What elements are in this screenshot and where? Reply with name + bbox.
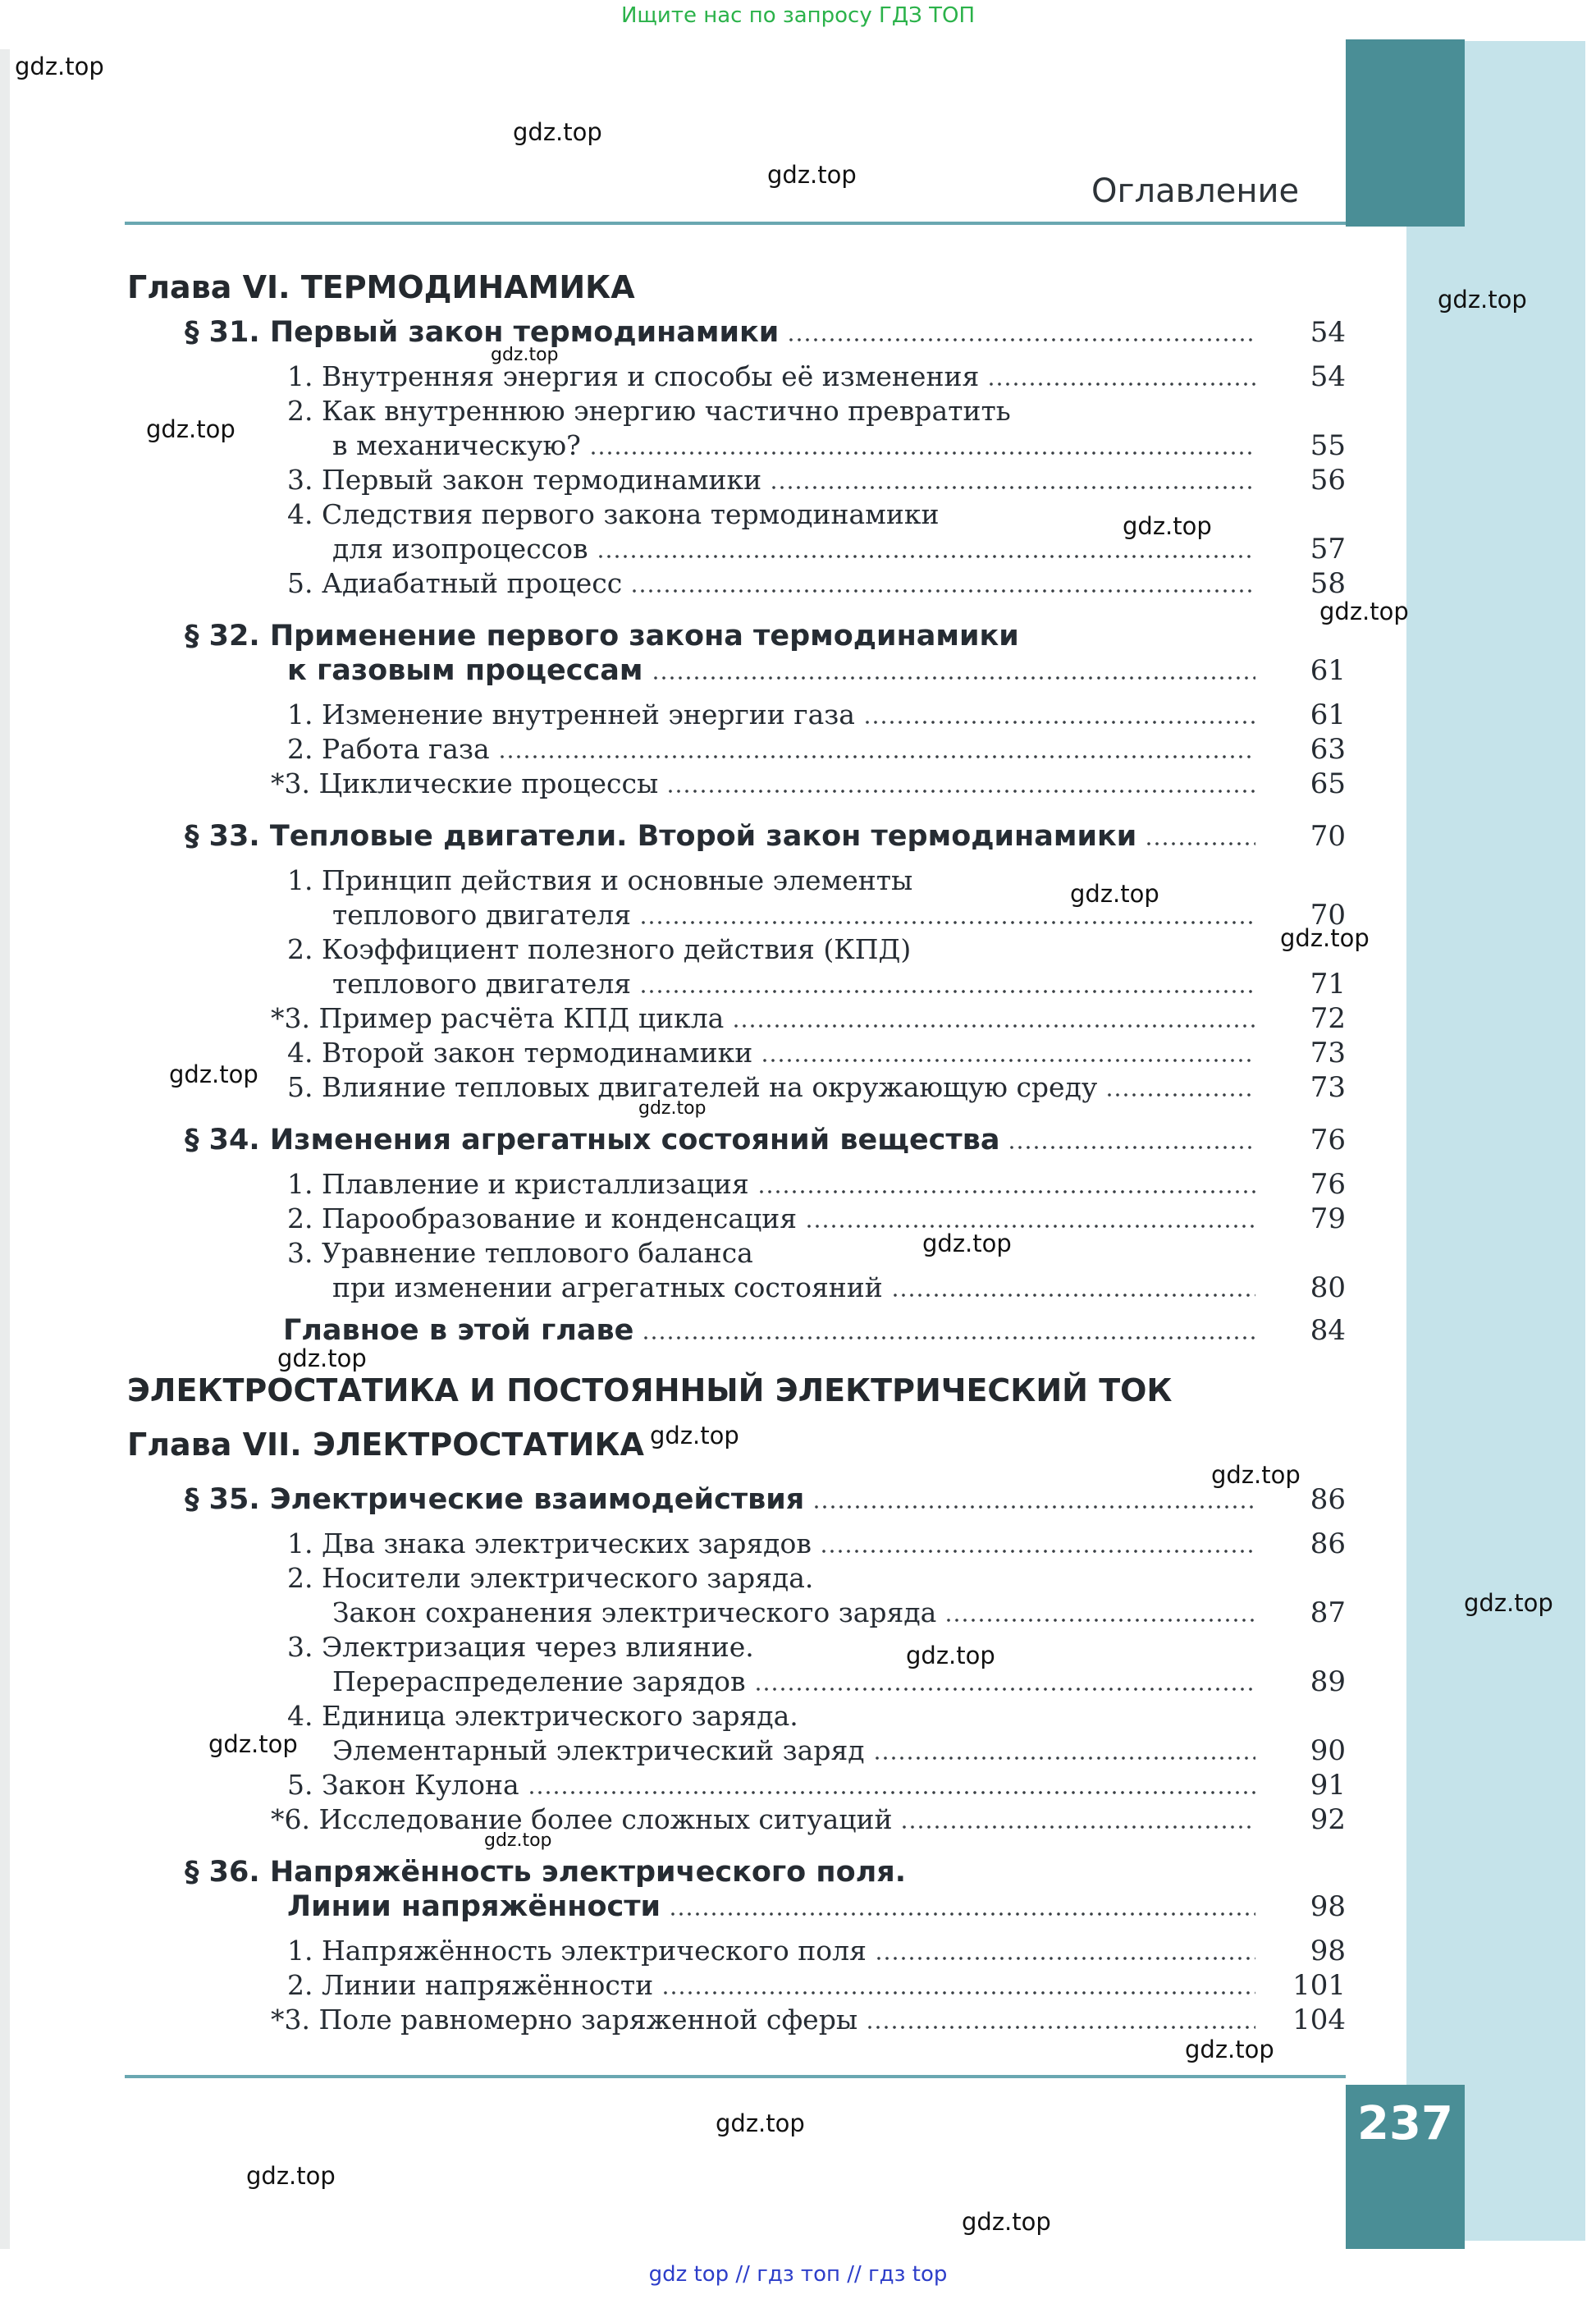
toc-entry (0, 1665, 1346, 1699)
toc-entry (0, 1482, 1346, 1517)
toc-entry-page: 56 (1310, 464, 1346, 497)
toc-entry-title: 2. Коэффициент полезного действия (КПД) (287, 933, 912, 965)
watermark-text: gdz.top (1211, 1461, 1301, 1489)
toc-entry-title: к газовым процессам (287, 654, 643, 687)
dot-leader (528, 1791, 1255, 1794)
toc-entry (0, 819, 1346, 854)
toc-entry-page: 71 (1310, 968, 1346, 1001)
dot-leader (987, 382, 1255, 386)
toc-entry-page: 63 (1310, 733, 1346, 766)
toc-entry-title: § 34. Изменения агрегатных состояний вещества (185, 1124, 1000, 1156)
toc-entry (0, 463, 1346, 497)
watermark-text: gdz.top (15, 53, 104, 80)
toc-entry (0, 767, 1346, 801)
toc-entry (0, 1889, 1346, 1924)
dot-leader (652, 676, 1255, 680)
toc-entry-page: 70 (1310, 820, 1346, 853)
toc-entry-title: Перераспределение зарядов (332, 1665, 746, 1697)
dot-leader (944, 1619, 1255, 1622)
toc-entry-page: 57 (1310, 533, 1346, 566)
dot-leader (732, 1024, 1255, 1028)
watermark-text: gdz.top (491, 345, 559, 365)
dot-leader (820, 1550, 1255, 1553)
toc-entry (0, 1630, 1346, 1665)
toc-entry (0, 1561, 1346, 1596)
toc-entry (0, 732, 1346, 767)
page-title: Оглавление (1091, 172, 1300, 210)
toc-entry (0, 1271, 1346, 1305)
toc-entry-page: 80 (1310, 1271, 1346, 1304)
toc-entry-page: 54 (1310, 316, 1346, 349)
toc-entry-title: 5. Влияние тепловых двигателей на окружающую среду (287, 1071, 1098, 1103)
toc-entry-page: 61 (1310, 698, 1346, 731)
toc-entry-title: § 32. Применение первого закона термодинамики (185, 620, 1019, 653)
toc-entry-page: 73 (1310, 1037, 1346, 1069)
toc-entry-page: 92 (1310, 1803, 1346, 1836)
toc-entry-page: 86 (1310, 1527, 1346, 1560)
toc-entry-title: теплового двигателя (332, 899, 632, 931)
dot-leader (770, 486, 1255, 489)
toc-entry-title: в механическую? (332, 429, 581, 461)
dot-leader (812, 1505, 1255, 1509)
toc-entry-title: теплового двигателя (332, 968, 632, 1000)
watermark-text: gdz.top (146, 415, 236, 443)
toc-entry-title: 1. Напряжённость электрического поля (287, 1935, 867, 1967)
toc-entry-page: 86 (1310, 1483, 1346, 1516)
toc-entry-page: 55 (1310, 429, 1346, 462)
toc-entry (0, 1968, 1346, 2003)
toc-entry-page: 98 (1310, 1935, 1346, 1967)
watermark-text: gdz.top (962, 2208, 1051, 2236)
toc-entry-page: 72 (1310, 1002, 1346, 1035)
toc-entry-title: 4. Единица электрического заряда. (287, 1700, 798, 1732)
dot-leader (1145, 842, 1255, 845)
toc-entry (0, 1123, 1346, 1157)
bottom-banner[interactable]: gdz top // гдз топ // гдз top (648, 2262, 948, 2287)
toc-entry-title: 3. Уравнение теплового баланса (287, 1237, 753, 1269)
toc-entry-page: 73 (1310, 1071, 1346, 1104)
toc-entry-title: Главное в этой главе (283, 1314, 634, 1347)
dot-leader (787, 338, 1255, 341)
dot-leader (866, 2026, 1255, 2029)
watermark-text: gdz.top (906, 1642, 995, 1669)
part-heading: ЭЛЕКТРОСТАТИКА И ПОСТОЯННЫЙ ЭЛЕКТРИЧЕСКИЙ ТОК (127, 1372, 1173, 1408)
watermark-text: gdz.top (1438, 286, 1527, 314)
watermark-text: gdz.top (169, 1060, 258, 1088)
toc-entry-title: 3. Электризация через влияние. (287, 1631, 754, 1663)
toc-entry-page: 79 (1310, 1202, 1346, 1235)
toc-entry (0, 1596, 1346, 1630)
watermark-text: gdz.top (1070, 880, 1159, 908)
toc-entry-page: 104 (1292, 2004, 1346, 2036)
toc-entry-page: 87 (1310, 1596, 1346, 1629)
toc-entry-page: 91 (1310, 1769, 1346, 1802)
chapter-7-heading: Глава VII. ЭЛЕКТРОСТАТИКА (127, 1427, 644, 1463)
toc-entry (0, 1313, 1346, 1348)
toc-entry-title: 2. Работа газа (287, 733, 490, 765)
toc-entry-page: 76 (1310, 1168, 1346, 1201)
dot-leader (669, 1912, 1255, 1916)
toc-entry-title: 4. Следствия первого закона термодинамики (287, 498, 940, 530)
toc-entry-page: 61 (1310, 654, 1346, 687)
toc-entry-title: для изопроцессов (332, 533, 588, 565)
watermark-text: gdz.top (767, 161, 857, 189)
toc-entry-title: 1. Принцип действия и основные элементы (287, 864, 913, 896)
toc-entry (0, 1001, 1346, 1036)
side-strip (1406, 41, 1585, 2241)
toc-entry-title: 2. Носители электрического заряда. (287, 1562, 814, 1594)
toc-entry-title: *6. Исследование более сложных ситуаций (271, 1803, 893, 1835)
toc-entry (0, 2003, 1346, 2037)
dot-leader (757, 1190, 1255, 1193)
toc-entry (0, 932, 1346, 967)
toc-entry (0, 1699, 1346, 1733)
toc-entry-title: 1. Внутренняя энергия и способы её изменения (287, 360, 980, 392)
toc-entry (0, 566, 1346, 601)
toc-entry-title: § 31. Первый закон термодинамики (185, 316, 780, 349)
dot-leader (639, 990, 1255, 993)
toc-entry (0, 1236, 1346, 1271)
toc-entry-page: 76 (1310, 1124, 1346, 1156)
toc-entry-title: 2. Парообразование и конденсация (287, 1202, 798, 1234)
toc-entry-title: § 33. Тепловые двигатели. Второй закон термодинамики (185, 820, 1137, 853)
watermark-text: gdz.top (277, 1344, 367, 1372)
toc-entry (0, 360, 1346, 394)
footer-rule (125, 2075, 1346, 2078)
toc-entry-page: 70 (1310, 899, 1346, 932)
dot-leader (639, 921, 1255, 924)
top-banner[interactable]: Ищите нас по запросу ГДЗ ТОП (620, 3, 976, 28)
dot-leader (642, 1336, 1255, 1340)
dot-leader (1105, 1093, 1255, 1097)
toc-entry-title: 2. Как внутреннюю энергию частично превратить (287, 395, 1011, 427)
toc-entry-title: 3. Первый закон термодинамики (287, 464, 762, 496)
toc-entry (0, 1768, 1346, 1802)
dot-leader (805, 1225, 1255, 1228)
dot-leader (875, 1957, 1255, 1960)
toc-entry-title: Элементарный электрический заряд (332, 1734, 865, 1766)
dot-leader (754, 1688, 1255, 1691)
dot-leader (589, 451, 1255, 455)
toc-entry-page: 101 (1292, 1969, 1346, 2002)
dot-leader (863, 721, 1255, 724)
toc-entry-page: 84 (1310, 1314, 1346, 1347)
watermark-text: gdz.top (716, 2109, 805, 2137)
toc-entry-title: *3. Пример расчёта КПД цикла (271, 1002, 725, 1034)
toc-entry-title: 1. Изменение внутренней энергии газа (287, 698, 855, 730)
toc-entry-title: при изменении агрегатных состояний (332, 1271, 883, 1303)
toc-entry-page: 98 (1310, 1890, 1346, 1923)
toc-entry-title: Линии напряжённости (287, 1890, 661, 1923)
toc-entry-page: 58 (1310, 567, 1346, 600)
toc-entry (0, 967, 1346, 1001)
watermark-text: gdz.top (638, 1098, 707, 1119)
watermark-text: gdz.top (1280, 924, 1370, 952)
dot-leader (498, 755, 1255, 758)
toc-entry-page: 65 (1310, 767, 1346, 800)
dot-leader (900, 1825, 1255, 1829)
toc-entry-title: 1. Два знака электрических зарядов (287, 1527, 812, 1559)
toc-entry-title: 5. Закон Кулона (287, 1769, 519, 1801)
dot-leader (666, 790, 1255, 793)
toc-entry (0, 698, 1346, 732)
toc-entry (0, 1733, 1346, 1768)
watermark-text: gdz.top (208, 1730, 298, 1758)
dot-leader (630, 589, 1255, 593)
toc-entry-title: § 36. Напряжённость электрического поля. (185, 1856, 907, 1889)
header-tab (1346, 39, 1465, 227)
toc-entry-page: 89 (1310, 1665, 1346, 1698)
toc-entry-title: 5. Адиабатный процесс (287, 567, 623, 599)
toc-entry (0, 619, 1346, 653)
watermark-text: gdz.top (650, 1422, 739, 1449)
watermark-text: gdz.top (1319, 598, 1409, 625)
toc-entry-title: 2. Линии напряжённости (287, 1969, 654, 2001)
watermark-text: gdz.top (484, 1830, 552, 1851)
watermark-text: gdz.top (1464, 1589, 1553, 1617)
toc-entry-title: *3. Циклические процессы (271, 767, 659, 799)
dot-leader (891, 1294, 1255, 1297)
watermark-text: gdz.top (513, 118, 602, 146)
toc-entry-title: Закон сохранения электрического заряда (332, 1596, 937, 1628)
dot-leader (873, 1756, 1255, 1760)
watermark-text: gdz.top (246, 2162, 336, 2190)
toc-entry-title: 4. Второй закон термодинамики (287, 1037, 753, 1069)
toc-entry (0, 653, 1346, 688)
toc-entry (0, 1167, 1346, 1202)
toc-entry-title: *3. Поле равномерно заряженной сферы (271, 2004, 858, 2036)
dot-leader (661, 1991, 1255, 1994)
dot-leader (761, 1059, 1255, 1062)
chapter-6-heading: Глава VI. ТЕРМОДИНАМИКА (127, 269, 635, 305)
toc-entry-page: 54 (1310, 360, 1346, 393)
page-number: 237 (1357, 2097, 1453, 2150)
toc-entry (0, 315, 1346, 350)
watermark-text: gdz.top (1123, 512, 1212, 540)
toc-entry-title: § 35. Электрические взаимодействия (185, 1483, 805, 1516)
toc-entry (0, 1527, 1346, 1561)
toc-entry (0, 1802, 1346, 1837)
toc-entry-page: 90 (1310, 1734, 1346, 1767)
toc-entry-title: 1. Плавление и кристаллизация (287, 1168, 749, 1200)
dot-leader (1008, 1146, 1255, 1149)
toc-entry (0, 1934, 1346, 1968)
watermark-text: gdz.top (922, 1230, 1012, 1257)
dot-leader (597, 555, 1255, 558)
header-rule (125, 222, 1346, 225)
toc-entry (0, 1855, 1346, 1889)
watermark-text: gdz.top (1185, 2036, 1274, 2063)
toc-entry (0, 1202, 1346, 1236)
